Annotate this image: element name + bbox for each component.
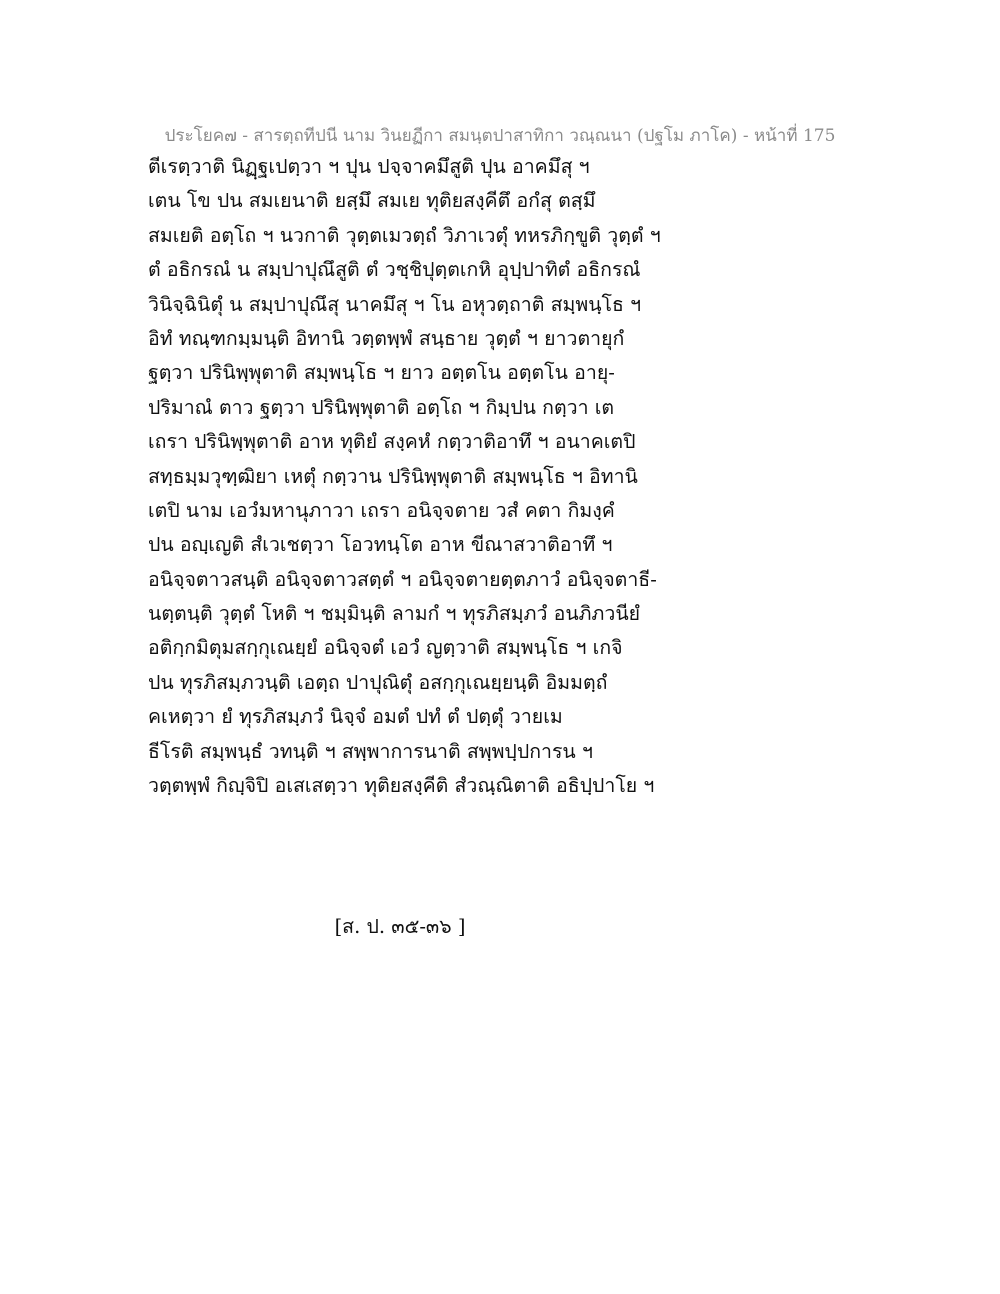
text-line: อติกฺกมิตุมสกฺกุเณยฺยํ อนิจฺจตํ เอวํ ญตฺวาติ สมฺพนฺโธ ฯ เกจิ	[148, 636, 623, 660]
text-line: ตํ อธิกรณํ น สมฺปาปุณึสูติ ตํ วชฺชิปุตฺตเกหิ อุปฺปาทิตํ อธิกรณํ	[148, 258, 641, 282]
text-line: นตฺตนฺติ วุตฺตํ โหติ ฯ ชมฺมินฺติ ลามกํ ฯ ทุรภิสมฺภวํ อนภิภวนียํ	[148, 602, 641, 626]
text-line: วินิจฺฉินิตุํ น สมฺปาปุณึสุ นาคมึสุ ฯ โน อหุวตฺถาติ สมฺพนฺโธ ฯ	[148, 292, 642, 316]
text-line: วตฺตพฺพํ กิญฺจิปิ อเสเสตฺวา ทุติยสงฺคีติ สํวณฺณิตาติ อธิปฺปาโย ฯ	[148, 774, 655, 798]
text-line: เถรา ปรินิพฺพุตาติ อาห ทุติยํ สงฺคหํ กตฺวาติอาทึ ฯ อนาคเตปิ	[148, 430, 636, 454]
text-line: คเหตฺวา ยํ ทุรภิสมฺภวํ นิจฺจํ อมตํ ปทํ ตํ ปตฺตุํ วายเม	[148, 705, 563, 729]
text-line: เตปิ นาม เอวํมหานุภาวา เถรา อนิจฺจตาย วสํ คตา กิมงฺคํ	[148, 498, 615, 522]
text-line: ปน ทุรภิสมฺภวนฺติ เอตฺถ ปาปุณิตุํ อสกฺกุเณยฺยนฺติ อิมมตฺถํ	[148, 670, 608, 694]
text-line: สมเยติ อตฺโถ ฯ นวกาติ วุตฺตเมวตฺถํ วิภาเวตุํ ทหรภิกฺขูติ วุตฺตํ ฯ	[148, 223, 661, 247]
body-text	[148, 150, 848, 803]
text-line: ปริมาณํ ตาว ฐตฺวา ปรินิพฺพุตาติ อตฺโถ ฯ กิมฺปน กตฺวา เต	[148, 395, 615, 419]
text-line: สทฺธมฺมวุฑฺฒิยา เหตุํ กตฺวาน ปรินิพฺพุตาติ สมฺพนฺโธ ฯ อิทานิ	[148, 464, 638, 488]
source-reference: [ส. ป. ๓๕-๓๖ ]	[334, 915, 466, 938]
text-line: ตีเรตฺวาติ นิฏฺฐเปตฺวา ฯ ปุน ปจฺจาคมึสูติ ปุน อาคมึสุ ฯ	[148, 155, 590, 178]
text-line: อนิจฺจตาวสนฺติ อนิจฺจตาวสตฺตํ ฯ อนิจฺจตายตฺตภาวํ อนิจฺจตาธี-	[148, 567, 657, 591]
text-line: อิทํ ทณฺฑกมฺมนฺติ อิทานิ วตฺตพฺพํ สนฺธาย วุตฺตํ ฯ ยาวตายุกํ	[148, 326, 625, 350]
text-line: ฐตฺวา ปรินิพฺพุตาติ สมฺพนฺโธ ฯ ยาว อตฺตโน อตฺตโน อายุ-	[148, 361, 615, 385]
text-line: ปน อญฺเญติ สํเวเชตฺวา โอวทนฺโต อาห ขีณาสวาติอาทึ ฯ	[148, 533, 613, 557]
text-line: เตน โข ปน สมเยนาติ ยสฺมึ สมเย ทุติยสงฺคีตึ อกํสุ ตสฺมึ	[148, 189, 596, 213]
page-header: ประโยค๗ - สารตฺถทีปนี นาม วินยฏีกา สมนฺตปาสาทิกา วณฺณนา (ปฐโม ภาโค) - หน้าที่ 175	[164, 126, 836, 146]
text-line: ธีโรติ สมฺพนฺธํ วทนฺติ ฯ สพฺพาการนาติ สพฺพปฺปการน ฯ	[148, 739, 593, 763]
